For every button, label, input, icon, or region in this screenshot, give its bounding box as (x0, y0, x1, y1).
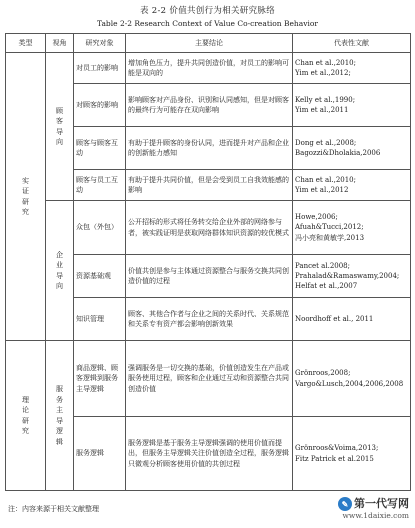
table-subtitle: Table 2-2 Research Context of Value Co-creation Behavior (97, 19, 318, 28)
conclusion-cell: 强调服务是一切交换的基础，价值创造发生在产品或服务使用过程，顾客和企业通过互动和资源整合共同创造价值 (126, 341, 293, 417)
references-cell: Chan et al.,2010; Yim et al.,2012 (293, 170, 411, 201)
table-title: 表 2-2 价值共创行为相关研究脉络 (140, 6, 275, 16)
header-row (6, 34, 411, 53)
header-perspective: 视角 (46, 34, 74, 53)
object-cell: 资源基础观 (74, 255, 126, 298)
references-cell: Pancet al.2008; Prahalad&Ramaswamy,2004; Helfat et al.,2007 (293, 255, 411, 298)
conclusion-cell: 价值共创是参与主体通过资源整合与服务交换共同创造价值的过程 (126, 255, 293, 298)
references-cell: Kelly et al.,1990; Yim et al.,2011 (293, 84, 411, 127)
table-row (6, 53, 411, 84)
references-cell: Noordhoff et al., 2011 (293, 298, 411, 341)
watermark-logo-icon: ✎ (338, 497, 352, 511)
perspective-cell: 企业导向 (46, 201, 74, 341)
object-cell: 服务逻辑 (74, 417, 126, 491)
object-cell: 众包（外包） (74, 201, 126, 255)
object-cell: 顾客与员工互动 (74, 170, 126, 201)
conclusion-cell: 影响顾客对产品身份、识别和认同感知，但是对顾客的最终行为可能存在双向影响 (126, 84, 293, 127)
conclusion-cell: 顾客、其他合作者与企业之间的关系时代、关系规范和关系专有资产都会影响创新效果 (126, 298, 293, 341)
object-cell: 商品逻辑、顾客逻辑到服务主导逻辑 (74, 341, 126, 417)
references-cell: Howe,2006; Afuah&Tucci,2012; 冯小亮和黄敏学,2013 (293, 201, 411, 255)
watermark-url: www.1daixie.com (342, 511, 409, 520)
references-cell: Grönroos&Voima,2013; Fitz Patrick et al.2015 (293, 417, 411, 491)
references-cell: Chan et al.,2010; Yim et al.,2012; (293, 53, 411, 84)
table-row (6, 341, 411, 417)
perspective-cell: 服务主导逻辑 (46, 341, 74, 491)
references-cell: Grönroos,2008; Vargo&Lusch,2004,2006,2008 (293, 341, 411, 417)
conclusion-cell: 服务逻辑是基于服务主导逻辑强调的使用价值而提出，但服务主导逻辑关注价值创造全过程，服务逻辑只微观分析顾客使用价值的共创过程 (126, 417, 293, 491)
watermark (338, 495, 409, 520)
header-conclusion: 主要结论 (126, 34, 293, 53)
perspective-cell: 顾客导向 (46, 53, 74, 201)
header-object: 研究对象 (74, 34, 126, 53)
conclusion-cell: 有助于提升顾客的身份认同，进而提升对产品和企业的创新能力感知 (126, 127, 293, 170)
object-cell: 对顾客的影响 (74, 84, 126, 127)
conclusion-cell: 有助于提升共同价值，但是会受到员工自我效能感的影响 (126, 170, 293, 201)
conclusion-cell: 公开招标的形式将任务转交给企业外部的网络参与者，被实践证明是获取网络群体知识资源的较优模式 (126, 201, 293, 255)
object-cell: 知识管理 (74, 298, 126, 341)
object-cell: 对员工的影响 (74, 53, 126, 84)
type-cell: 理论研究 (6, 341, 46, 491)
table-row (6, 201, 411, 255)
type-cell: 实证研究 (6, 53, 46, 341)
object-cell: 顾客与顾客互动 (74, 127, 126, 170)
header-references: 代表性文献 (293, 34, 411, 53)
research-table (5, 33, 411, 491)
watermark-name: 第一代写网 (354, 497, 409, 510)
table-note: 注：内容来源于相关文献整理 (8, 505, 99, 513)
header-type: 类型 (6, 34, 46, 53)
conclusion-cell: 增加角色压力，提升共同创造价值，对员工的影响可能是双向的 (126, 53, 293, 84)
references-cell: Dong et al.,2008; Bagozzi&Dholakia,2006 (293, 127, 411, 170)
